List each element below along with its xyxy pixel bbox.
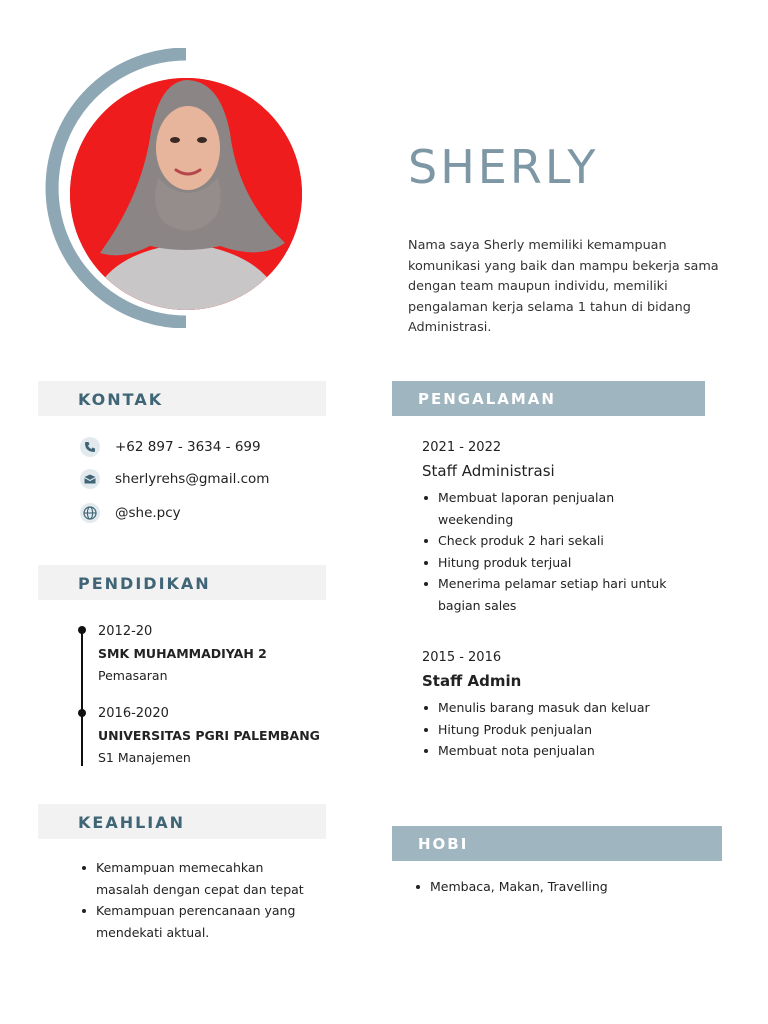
section-title: PENGALAMAN xyxy=(418,390,556,408)
list-item: Menulis barang masuk dan keluar xyxy=(422,697,682,719)
section-kontak-header xyxy=(38,381,326,416)
timeline-line xyxy=(81,628,83,766)
email-address: sherlyrehs@gmail.com xyxy=(115,471,270,487)
social-handle: @she.pcy xyxy=(115,505,181,521)
timeline-dot xyxy=(78,626,86,634)
globe-icon xyxy=(80,503,100,523)
experience-item xyxy=(422,438,682,616)
section-hobi-header xyxy=(392,826,722,861)
experience-item xyxy=(422,648,682,762)
list-item: Menerima pelamar setiap hari untuk bagian sales xyxy=(422,573,682,616)
intro-text: Nama saya Sherly memiliki kemampuan komunikasi yang baik dan mampu bekerja sama dengan team maupun individu, memiliki pengalaman kerja selama 1 tahun di bidang Administrasi. xyxy=(408,238,719,335)
section-title: KONTAK xyxy=(78,390,164,409)
education-school: UNIVERSITAS PGRI PALEMBANG xyxy=(98,728,320,743)
education-item xyxy=(98,621,267,687)
experience-tasks xyxy=(422,697,682,762)
list-item: Membuat laporan penjualan weekending xyxy=(422,487,682,530)
section-title: PENDIDIKAN xyxy=(78,574,211,593)
list-item: Membaca, Makan, Travelling xyxy=(414,876,714,898)
list-item: Membuat nota penjualan xyxy=(422,740,682,762)
experience-years: 2021 - 2022 xyxy=(422,440,502,455)
list-item: Check produk 2 hari sekali xyxy=(422,530,682,552)
list-item: Hitung Produk penjualan xyxy=(422,719,682,741)
timeline-dot xyxy=(78,709,86,717)
phone-icon xyxy=(80,437,100,457)
education-school: SMK MUHAMMADIYAH 2 xyxy=(98,646,267,661)
experience-position: Staff Admin xyxy=(422,672,522,690)
section-title: HOBI xyxy=(418,835,469,853)
section-keahlian-header xyxy=(38,804,326,839)
experience-years: 2015 - 2016 xyxy=(422,650,502,665)
education-major: S1 Manajemen xyxy=(98,750,191,765)
section-title: KEAHLIAN xyxy=(78,813,186,832)
list-item: Kemampuan perencanaan yang mendekati aktual. xyxy=(80,900,320,943)
hobby-list xyxy=(414,876,714,898)
education-major: Pemasaran xyxy=(98,668,168,683)
skills-list xyxy=(80,857,320,943)
education-year: 2012-20 xyxy=(98,624,153,639)
phone-number: +62 897 - 3634 - 699 xyxy=(115,439,261,455)
list-item: Hitung produk terjual xyxy=(422,552,682,574)
candidate-name: SHERLY xyxy=(408,140,599,194)
section-pengalaman-header xyxy=(392,381,705,416)
mail-icon xyxy=(80,469,100,489)
experience-position: Staff Administrasi xyxy=(422,462,555,480)
education-year: 2016-2020 xyxy=(98,706,169,721)
list-item: Kemampuan memecahkan masalah dengan cepat dan tepat xyxy=(80,857,320,900)
education-item xyxy=(98,703,320,769)
profile-photo xyxy=(70,78,302,310)
contact-email xyxy=(80,468,269,490)
contact-phone xyxy=(80,436,261,458)
experience-tasks xyxy=(422,487,682,616)
contact-social xyxy=(80,502,181,524)
section-pendidikan-header xyxy=(38,565,326,600)
